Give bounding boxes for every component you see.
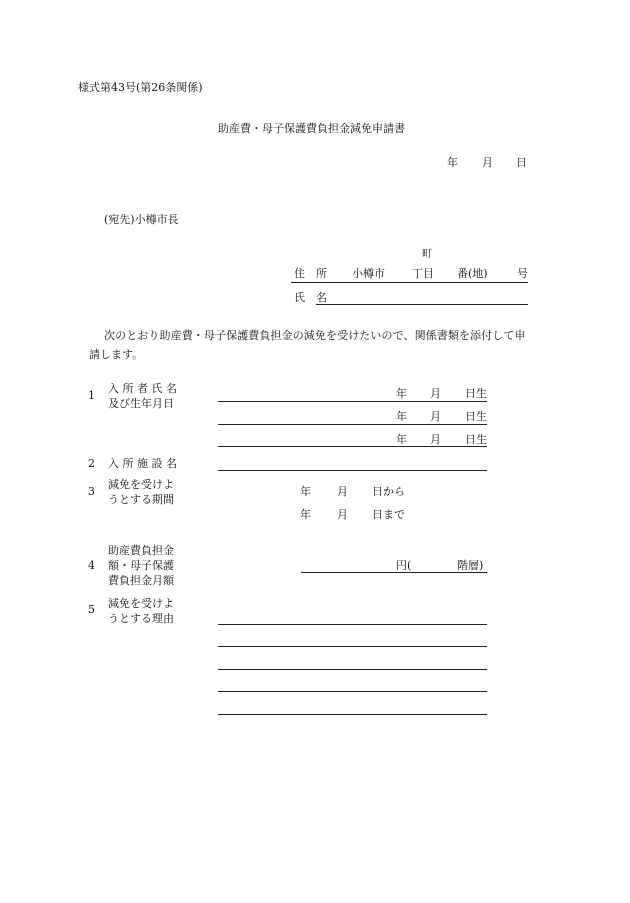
birth-row-1-month: 月	[430, 387, 441, 400]
amount-line[interactable]	[301, 572, 487, 573]
reason-line-4[interactable]	[218, 691, 487, 692]
birth-row-3-month: 月	[430, 433, 441, 446]
period-from-month: 月	[337, 485, 348, 498]
birth-row-3-suffix: 日生	[465, 433, 487, 446]
birth-row-3-year: 年	[396, 433, 407, 446]
form-number: 様式第43号(第26条関係)	[78, 81, 203, 94]
birth-row-2-line[interactable]	[218, 424, 487, 425]
item-5-label-line2: うとする理由	[108, 612, 174, 625]
birth-row-1-line[interactable]	[218, 401, 487, 402]
body-text-line2: 請します。	[89, 348, 144, 361]
birth-row-3-line[interactable]	[218, 446, 487, 447]
birth-row-2-suffix: 日生	[465, 410, 487, 423]
address-go: 号	[517, 267, 528, 280]
item-4-label-line3: 費負担金月額	[108, 574, 174, 587]
reason-line-3[interactable]	[218, 669, 487, 670]
name-field-line[interactable]	[316, 304, 528, 305]
birth-row-1-suffix: 日生	[465, 387, 487, 400]
amount-unit: 円(	[396, 559, 412, 572]
address-underline	[291, 282, 528, 283]
item-1-label-line2: 及び生年月日	[108, 397, 174, 410]
item-3-label-line2: うとする期間	[108, 493, 174, 506]
item-5-label-line1: 減免を受けよ	[108, 597, 174, 610]
address-label: 住 所	[294, 267, 327, 280]
item-3-number: 3	[88, 485, 95, 498]
birth-row-2-month: 月	[430, 410, 441, 423]
item-5-number: 5	[88, 603, 95, 616]
date-day-label: 日	[516, 156, 527, 169]
reason-line-5[interactable]	[218, 714, 487, 715]
period-to-month: 月	[337, 508, 348, 521]
address-ban: 番(地)	[457, 267, 488, 280]
tier-label: 階層)	[457, 559, 484, 572]
item-4-label-line1: 助産費負担金	[108, 544, 174, 557]
reason-line-1[interactable]	[218, 624, 487, 625]
item-4-number: 4	[88, 559, 95, 572]
facility-name-line[interactable]	[218, 470, 487, 471]
period-from-year: 年	[300, 485, 311, 498]
name-label: 氏 名	[294, 291, 327, 304]
date-year-label: 年	[447, 156, 458, 169]
item-3-label-line1: 減免を受けよ	[108, 478, 174, 491]
birth-row-1-year: 年	[396, 387, 407, 400]
item-1-number: 1	[88, 389, 95, 402]
address-city: 小樽市	[352, 267, 385, 280]
item-1-label-line1: 入 所 者 氏 名	[108, 382, 177, 395]
cho-label: 町	[422, 249, 432, 260]
item-2-label-line1: 入 所 施 設 名	[108, 457, 177, 470]
form-title: 助産費・母子保護費負担金減免申請書	[218, 122, 405, 135]
body-text-line1: 次のとおり助産費・母子保護費負担金の減免を受けたいので、関係書類を添付して申	[104, 329, 526, 342]
period-to-suffix: 日まで	[372, 508, 405, 521]
item-2-number: 2	[88, 457, 95, 470]
address-chome: 丁目	[412, 267, 434, 280]
period-to-year: 年	[300, 508, 311, 521]
reason-line-2[interactable]	[218, 646, 487, 647]
item-4-label-line2: 額・母子保護	[108, 559, 174, 572]
period-from-suffix: 日から	[372, 485, 405, 498]
date-month-label: 月	[482, 156, 493, 169]
addressee: (宛先)小樽市長	[104, 213, 179, 226]
birth-row-2-year: 年	[396, 410, 407, 423]
